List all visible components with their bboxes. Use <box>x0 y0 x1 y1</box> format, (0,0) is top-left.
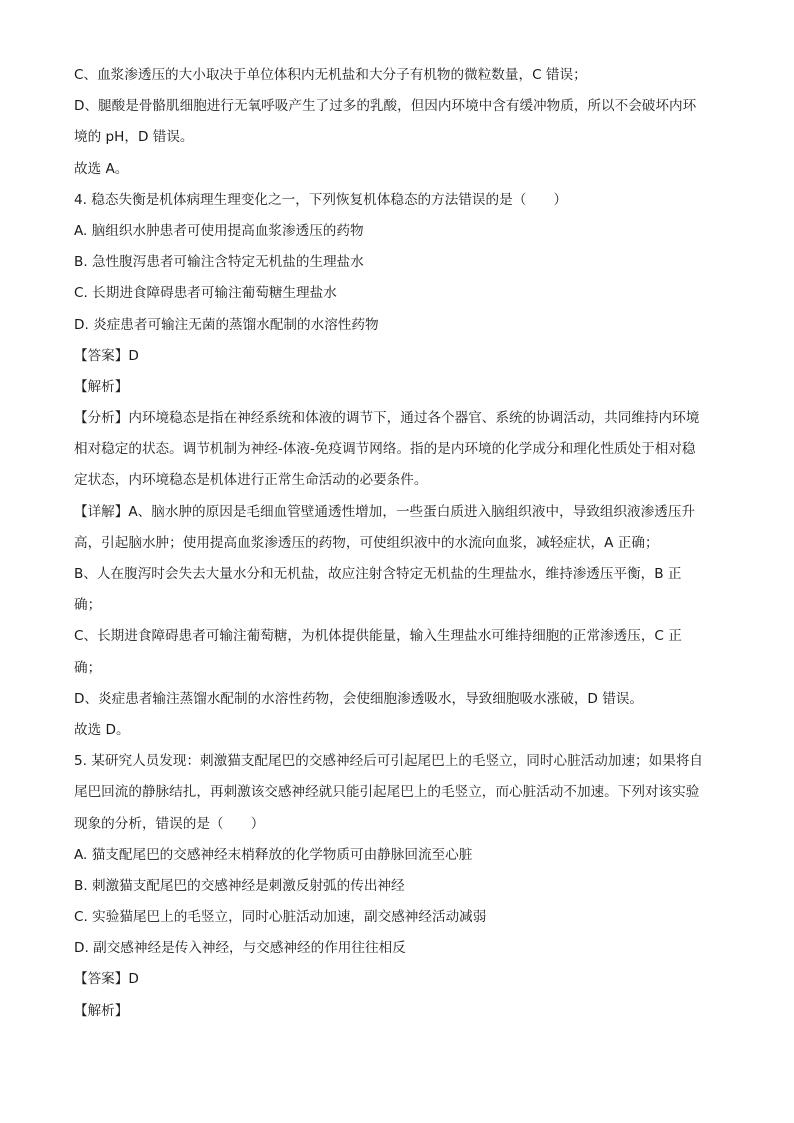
text-line: 【分析】内环境稳态是指在神经系统和体液的调节下，通过各个器官、系统的协调活动，共同维持内环境 <box>74 410 700 427</box>
question-5-stem: 尾巴回流的静脉结扎，再刺激该交感神经就只能引起尾巴上的毛竖立，而心脏活动不加速。下列对该实验 <box>74 784 700 801</box>
question-4-option-d: D. 炎症患者可输注无菌的蒸馏水配制的水溶性药物 <box>74 316 379 333</box>
text-line: 定状态，内环境稳态是机体进行正常生命活动的必要条件。 <box>74 472 428 489</box>
text-line: C、长期进食障碍患者可输注葡萄糖，为机体提供能量，输入生理盐水可维持细胞的正常渗透压，C 正 <box>74 628 682 645</box>
question-5-option-c: C. 实验猫尾巴上的毛竖立，同时心脏活动加速，副交感神经活动减弱 <box>74 909 487 926</box>
text-line: D、炎症患者输注蒸馏水配制的水溶性药物，会使细胞渗透吸水，导致细胞吸水涨破，D 错误。 <box>74 690 644 707</box>
analysis-label: 【解析】 <box>74 1002 129 1019</box>
text-line: D、腿酸是骨骼肌细胞进行无氧呼吸产生了过多的乳酸，但因内环境中含有缓冲物质，所以不会破坏内环 <box>74 98 697 115</box>
text-line: C、血浆渗透压的大小取决于单位体积内无机盐和大分子有机物的微粒数量，C 错误； <box>74 67 587 83</box>
text-line: 相对稳定的状态。调节机制为神经-体液-免疫调节网络。指的是内环境的化学成分和理化性质处于相对稳 <box>74 441 696 458</box>
text-line: 高，引起脑水肿；使用提高血浆渗透压的药物，可使组织液中的水流向血浆，减轻症状，A 正确； <box>74 534 659 551</box>
document-page <box>74 60 724 1027</box>
text-line: 境的 pH，D 错误。 <box>74 129 194 146</box>
question-4-stem: 4. 稳态失衡是机体病理生理变化之一，下列恢复机体稳态的方法错误的是（ ） <box>74 191 568 208</box>
text-line: 故选 A。 <box>74 160 129 177</box>
question-4-option-a: A. 脑组织水肿患者可使用提高血浆渗透压的药物 <box>74 222 364 239</box>
text-line: B、人在腹泻时会失去大量水分和无机盐，故应注射含特定无机盐的生理盐水，维持渗透压平衡，B 正 <box>74 566 682 582</box>
question-5-option-a: A. 猫支配尾巴的交感神经末梢释放的化学物质可由静脉回流至心脏 <box>74 846 473 863</box>
text-line: 确； <box>74 659 102 676</box>
answer-label: 【答案】D <box>74 971 139 988</box>
question-5-option-b: B. 刺激猫支配尾巴的交感神经是刺激反射弧的传出神经 <box>74 877 405 894</box>
text-line: 【详解】A、脑水肿的原因是毛细血管壁通透性增加，一些蛋白质进入脑组织液中，导致组织液渗透压升 <box>74 503 696 520</box>
analysis-label: 【解析】 <box>74 378 129 395</box>
question-5-stem: 现象的分析，错误的是（ ） <box>74 815 265 832</box>
question-4-option-b: B. 急性腹泻患者可输注含特定无机盐的生理盐水 <box>74 254 364 271</box>
answer-label: 【答案】D <box>74 347 139 364</box>
question-5-stem: 5. 某研究人员发现：刺激猫支配尾巴的交感神经后可引起尾巴上的毛竖立，同时心脏活动加速；如果将自 <box>74 753 704 770</box>
question-5-option-d: D. 副交感神经是传入神经，与交感神经的作用往往相反 <box>74 940 406 957</box>
question-4-option-c: C. 长期进食障碍患者可输注葡萄糖生理盐水 <box>74 285 337 302</box>
text-line: 故选 D。 <box>74 721 130 738</box>
text-line: 确； <box>74 597 102 614</box>
